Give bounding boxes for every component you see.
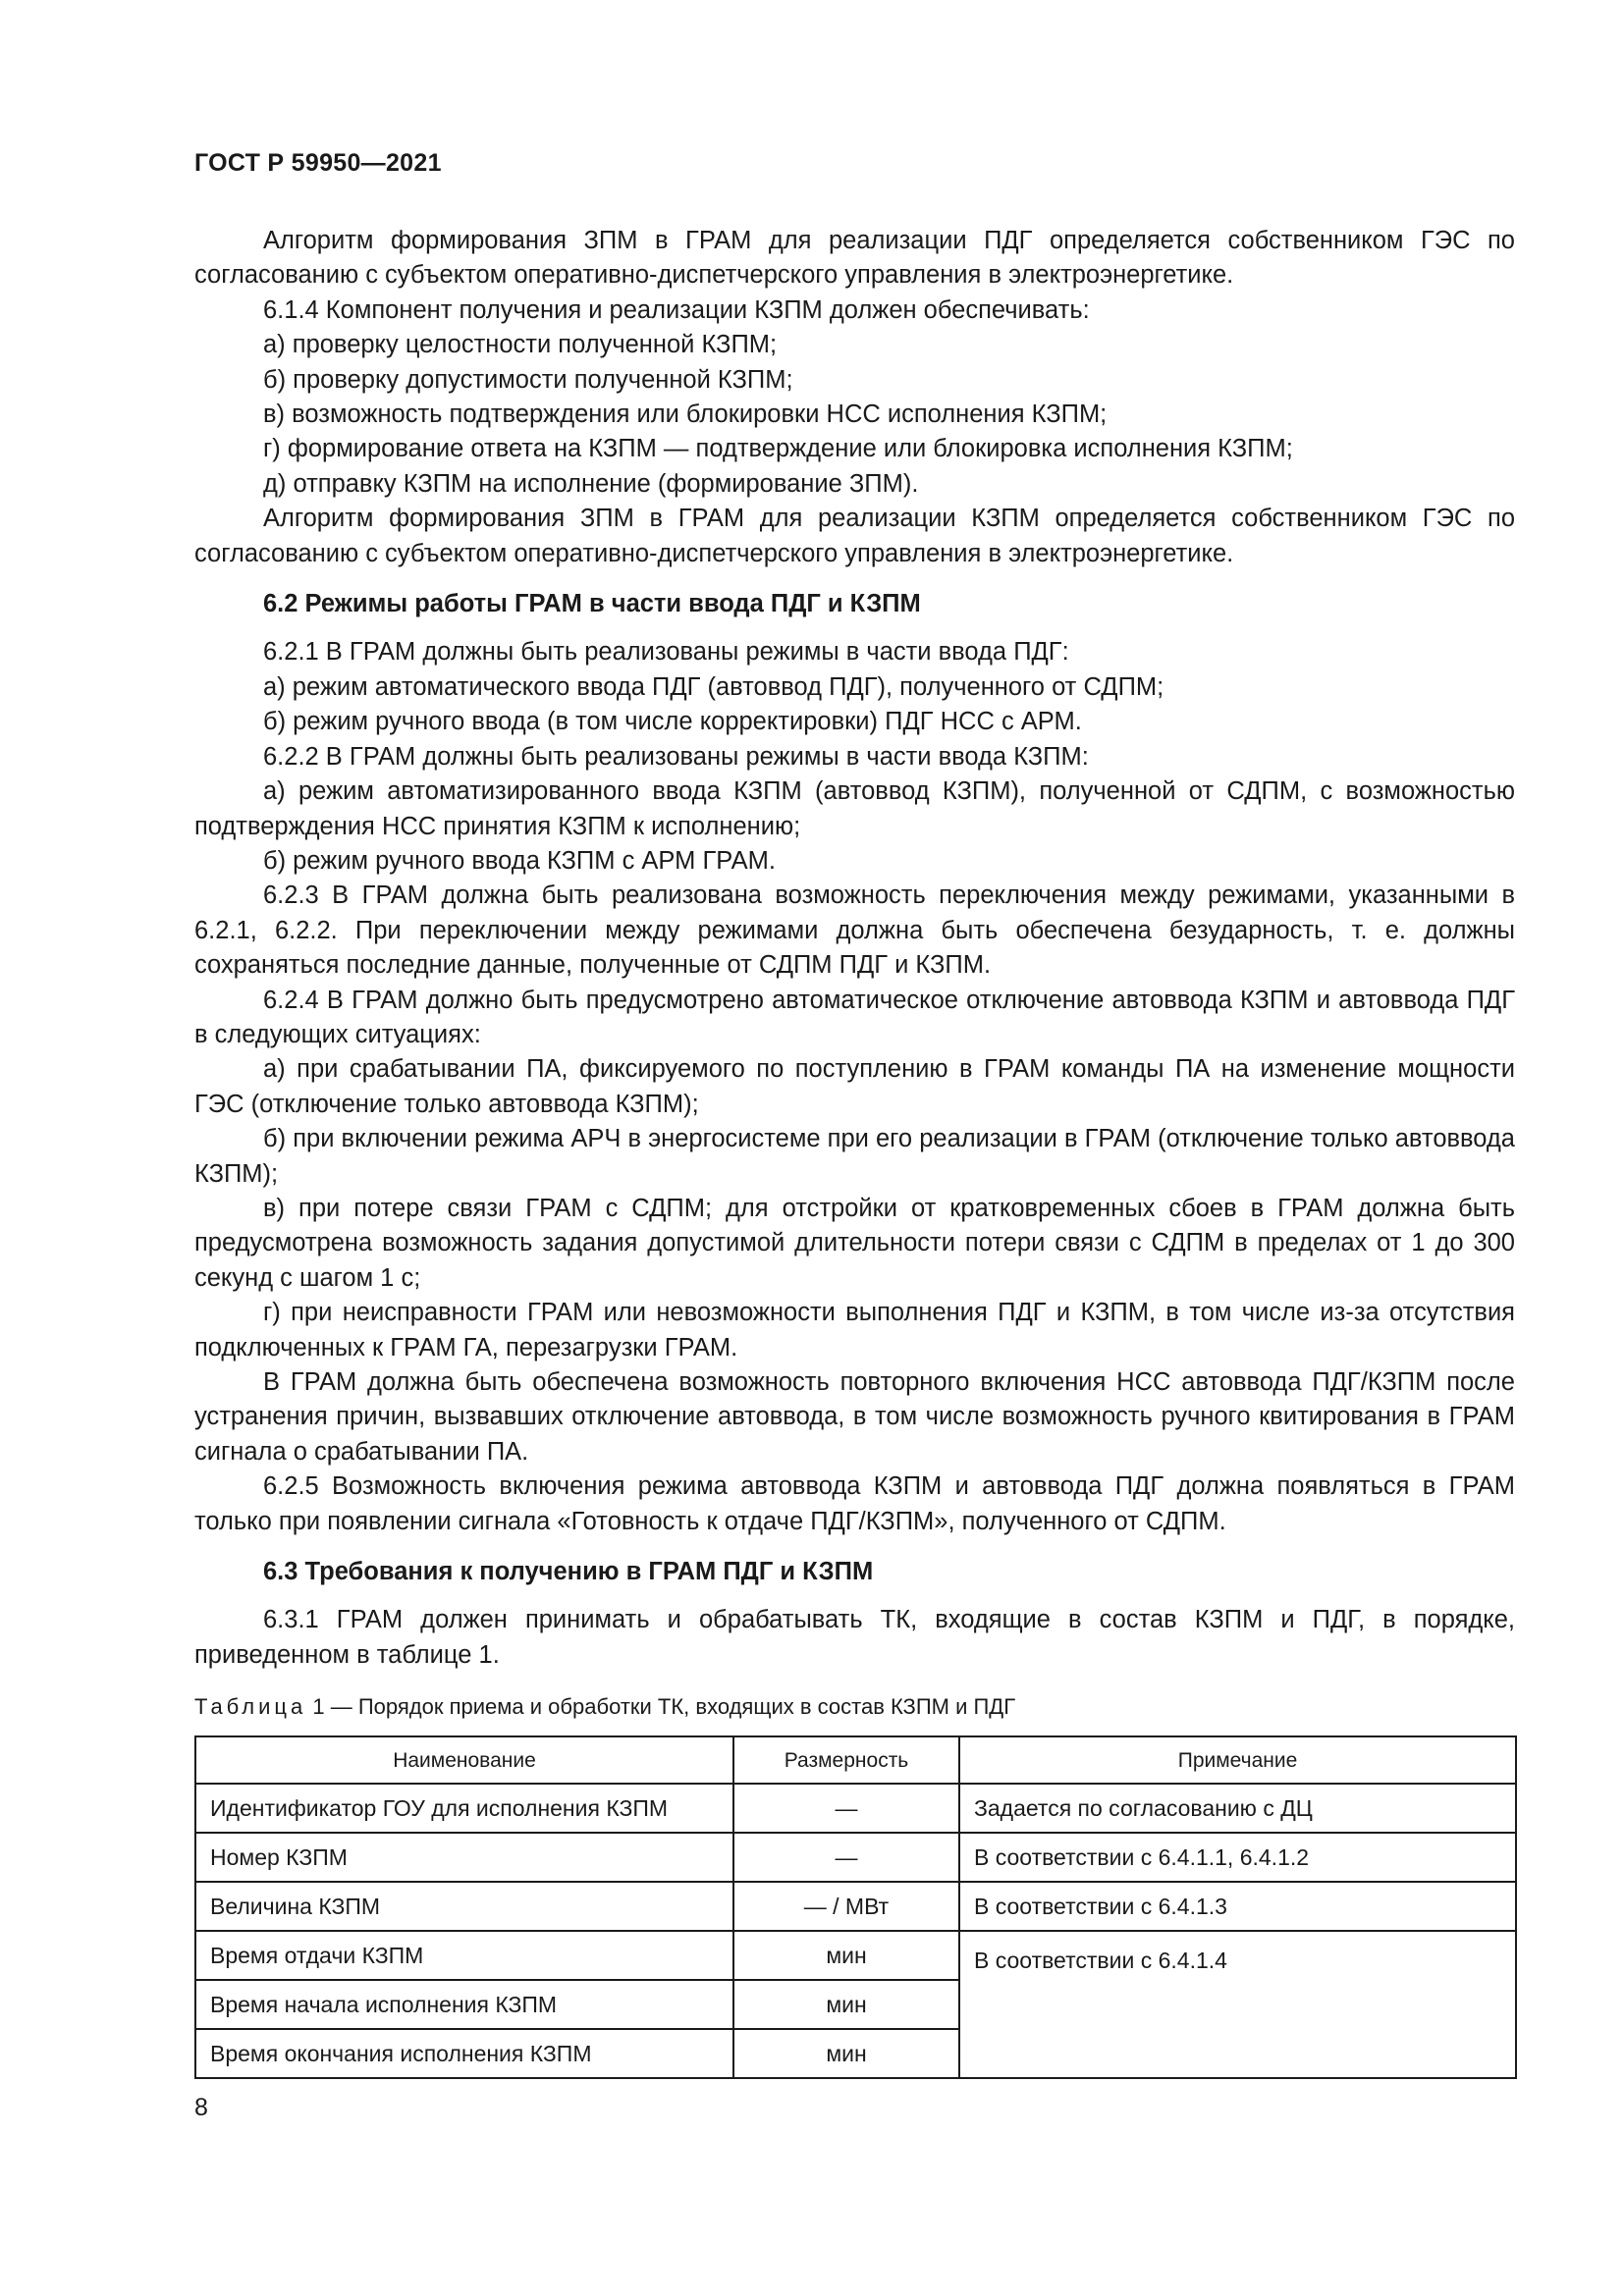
paragraph: 6.2.2 В ГРАМ должны быть реализованы режимы в части ввода КЗПМ: — [263, 742, 1089, 771]
data-table — [194, 1735, 1517, 2079]
table-cell: В соответствии с 6.4.1.1, 6.4.1.2 — [959, 1833, 1516, 1882]
table-cell: Время отдачи КЗПМ — [195, 1931, 733, 1980]
list-item: г) при неисправности ГРАМ или невозможности выполнения ПДГ и КЗПМ, в том числе из-за отсутствия подключенных к ГРАМ ГА, перезагрузки ГРАМ. — [194, 1299, 1515, 1362]
paragraph: 6.3.1 ГРАМ должен принимать и обрабатывать ТК, входящие в состав КЗПМ и ПДГ, в порядке, приведенном в таблице 1. — [194, 1606, 1515, 1669]
list-item: в) при потере связи ГРАМ с СДПМ; для отстройки от кратковременных сбоев в ГРАМ должна быть предусмотрена возможность задания допустимой длительности потери связи с СДПМ в пределах от 1 до 300 секунд с шагом 1 с; — [194, 1194, 1515, 1292]
paragraph: 6.2.1 В ГРАМ должны быть реализованы режимы в части ввода ПДГ: — [263, 638, 1069, 667]
table-row — [195, 1882, 1516, 1931]
list-item: а) режим автоматизированного ввода КЗПМ (автоввод КЗПМ), полученной от СДПМ, с возможностью подтверждения НСС принятия КЗПМ к исполнению; — [194, 777, 1515, 840]
list-item: в) возможность подтверждения или блокировки НСС исполнения КЗПМ; — [263, 400, 1108, 429]
list-item: б) режим ручного ввода (в том числе корректировки) ПДГ НСС с АРМ. — [263, 708, 1082, 736]
document-body — [194, 224, 1515, 2079]
table-cell: мин — [733, 1980, 959, 2029]
table-caption — [194, 1694, 1515, 1720]
paragraph: Алгоритм формирования ЗПМ в ГРАМ для реализации КЗПМ определяется собственником ГЭС по согласованию с субъектом оперативно-диспетчерского управления в электроэнергетике. — [194, 505, 1515, 567]
table-cell: мин — [733, 1931, 959, 1980]
table-cell: — / МВт — [733, 1882, 959, 1931]
paragraph: 6.1.4 Компонент получения и реализации КЗПМ должен обеспечивать: — [263, 295, 1090, 324]
table-cell-merged-note: В соответствии с 6.4.1.4 — [959, 1931, 1516, 2078]
section-heading: 6.2 Режимы работы ГРАМ в части ввода ПДГ и КЗПМ — [263, 590, 921, 618]
section-heading: 6.3 Требования к получению в ГРАМ ПДГ и КЗПМ — [263, 1558, 874, 1586]
list-item: б) режим ручного ввода КЗПМ с АРМ ГРАМ. — [263, 846, 776, 875]
list-item: б) при включении режима АРЧ в энергосистеме при его реализации в ГРАМ (отключение только автоввода КЗПМ); — [194, 1125, 1515, 1188]
table-cell: Время начала исполнения КЗПМ — [195, 1980, 733, 2029]
list-item: а) при срабатывании ПА, фиксируемого по поступлению в ГРАМ команды ПА на изменение мощности ГЭС (отключение только автоввода КЗПМ); — [194, 1055, 1515, 1118]
column-header-unit: Размерность — [733, 1736, 959, 1784]
table-cell: — — [733, 1833, 959, 1882]
list-item: б) проверку допустимости полученной КЗПМ; — [263, 365, 793, 394]
document-code: ГОСТ Р 59950—2021 — [194, 149, 442, 177]
table-cell: — — [733, 1784, 959, 1833]
table-caption-label: Таблица — [194, 1694, 307, 1720]
column-header-note: Примечание — [959, 1736, 1516, 1784]
column-header-name: Наименование — [195, 1736, 733, 1784]
table-cell: Время окончания исполнения КЗПМ — [195, 2029, 733, 2078]
page-number: 8 — [194, 2094, 208, 2121]
list-item: а) режим автоматического ввода ПДГ (автоввод ПДГ), полученного от СДПМ; — [263, 672, 1164, 701]
table-caption-text: 1 — Порядок приема и обработки ТК, входящих в состав КЗПМ и ПДГ — [312, 1694, 1016, 1720]
paragraph: В ГРАМ должна быть обеспечена возможность повторного включения НСС автоввода ПДГ/КЗПМ после устранения причин, вызвавших отключение автоввода, в том числе возможность ручного квитирования в ГРАМ сигнала о срабатывании ПА. — [194, 1368, 1515, 1466]
table-cell: мин — [733, 2029, 959, 2078]
paragraph: 6.2.5 Возможность включения режима автоввода КЗПМ и автоввода ПДГ должна появляться в ГРАМ только при появлении сигнала «Готовность к отдаче ПДГ/КЗПМ», полученного от СДПМ. — [194, 1472, 1515, 1535]
table-cell: В соответствии с 6.4.1.3 — [959, 1882, 1516, 1931]
table-cell: Номер КЗПМ — [195, 1833, 733, 1882]
paragraph: Алгоритм формирования ЗПМ в ГРАМ для реализации ПДГ определяется собственником ГЭС по согласованию с субъектом оперативно-диспетчерского управления в электроэнергетике. — [194, 227, 1515, 290]
table-cell: Задается по согласованию с ДЦ — [959, 1784, 1516, 1833]
table-row — [195, 1931, 1516, 1980]
table-header-row — [195, 1736, 1516, 1784]
table-row — [195, 1784, 1516, 1833]
list-item: д) отправку КЗПМ на исполнение (формирование ЗПМ). — [263, 469, 919, 498]
list-item: а) проверку целостности полученной КЗПМ; — [263, 331, 778, 359]
list-item: г) формирование ответа на КЗПМ — подтверждение или блокировка исполнения КЗПМ; — [263, 435, 1293, 463]
table-cell: Величина КЗПМ — [195, 1882, 733, 1931]
paragraph: 6.2.4 В ГРАМ должно быть предусмотрено автоматическое отключение автоввода КЗПМ и автоввода ПДГ в следующих ситуациях: — [194, 986, 1515, 1048]
table-cell: Идентификатор ГОУ для исполнения КЗПМ — [195, 1784, 733, 1833]
paragraph: 6.2.3 В ГРАМ должна быть реализована возможность переключения между режимами, указанными в 6.2.1, 6.2.2. При переключении между режимами должна быть обеспечена безударность, т. е. должны сохраняться последние данные, полученные от СДПМ ПДГ и КЗПМ. — [194, 881, 1515, 980]
table-row — [195, 1833, 1516, 1882]
